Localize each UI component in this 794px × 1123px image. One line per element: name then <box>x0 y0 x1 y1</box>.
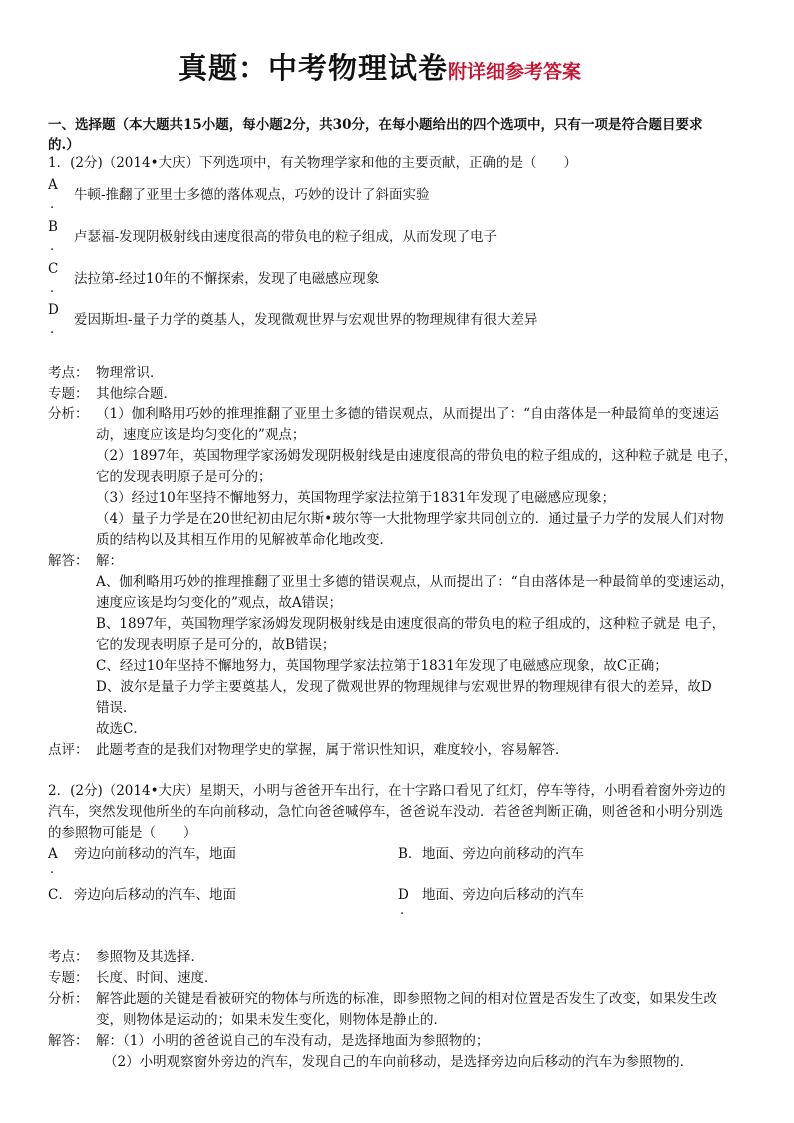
q2-kaodian-label: 考点： <box>48 949 89 965</box>
q2-option-d-dot: . <box>400 903 405 918</box>
title-main: 真题：中考物理试卷 <box>178 51 449 85</box>
q2-option-b-text: 地面、旁边向前移动的汽车 <box>422 846 584 862</box>
q1-zhuanti-label: 专题： <box>48 386 89 402</box>
q2-stem-line: 的参照物可能是（ ） <box>48 825 197 841</box>
q1-jieda-head: 解： <box>96 553 123 569</box>
q1-fenxi-line: 动，速度应该是均匀变化的”观点； <box>96 427 306 443</box>
q1-option-b-dot: . <box>50 239 55 254</box>
q1-option-a-dot: . <box>50 197 55 212</box>
q2-kaodian: 参照物及其选择． <box>96 949 204 965</box>
q2-jieda-label: 解答： <box>48 1033 89 1049</box>
q1-fenxi-label: 分析： <box>48 406 89 422</box>
q1-option-b-text: 卢瑟福-发现阴极射线由速度很高的带负电的粒子组成，从而发现了电子 <box>74 229 498 245</box>
q1-kaodian: 物理常识． <box>96 365 164 381</box>
q1-jieda-line: 速度应该是均匀变化的”观点，故A错误； <box>96 595 343 611</box>
q2-option-d-text: 地面、旁边向后移动的汽车 <box>422 887 584 903</box>
q2-option-a-dot: . <box>50 862 55 877</box>
q2-option-c-letter: C． <box>48 887 72 903</box>
q2-option-d-letter: D <box>398 887 409 903</box>
q1-option-d-dot: . <box>50 322 55 337</box>
q1-dianping-label: 点评： <box>48 742 89 758</box>
q1-option-a-letter: A <box>48 177 58 193</box>
q1-jieda-line: C、经过10年坚持不懈地努力，英国物理学家法拉第于1831年发现了电磁感应现象，故C正确； <box>96 658 668 674</box>
q1-fenxi-line: （3）经过10年坚持不懈地努力，英国物理学家法拉第于1831年发现了电磁感应现象； <box>96 490 616 506</box>
q2-fenxi-line: 解答此题的关键是看被研究的物体与所选的标准，即参照物之间的相对位置是否发生了改变，如果发生改 <box>96 991 717 1007</box>
q1-fenxi-line: （2）1897年，英国物理学家汤姆发现阴极射线是由速度很高的带负电的粒子组成的，这种粒子就是 电子， <box>96 448 738 464</box>
q2-fenxi-label: 分析： <box>48 991 89 1007</box>
q1-stem: 1．(2分)（2014•大庆）下列选项中，有关物理学家和他的主要贡献，正确的是（ ） <box>48 155 578 171</box>
q1-jieda-line: 错误． <box>96 700 137 716</box>
q1-fenxi-line: 它的发现表明原子是可分的； <box>96 469 272 485</box>
q1-option-c-text: 法拉第-经过10年的不懈探索，发现了电磁感应现象 <box>74 271 380 287</box>
q2-zhuanti-label: 专题： <box>48 970 89 986</box>
q1-kaodian-label: 考点： <box>48 365 89 381</box>
q1-fenxi-line: （4）量子力学是在20世纪初由尼尔斯•玻尔等一大批物理学家共同创立的．通过量子力学的发展人们对物 <box>96 511 724 527</box>
q1-fenxi-line: 质的结构以及其相互作用的见解被革命化地改变． <box>96 532 393 548</box>
q2-jieda-line: 解：（1）小明的爸爸说自己的车没有动，是选择地面为参照物的； <box>96 1033 490 1049</box>
q1-jieda-line: B、1897年，英国物理学家汤姆发现阴极射线是由速度很高的带负电的粒子组成的，这种粒子就是 电子， <box>96 616 726 632</box>
section-heading-line2: 的.） <box>48 137 80 153</box>
q1-option-b-letter: B <box>48 219 58 235</box>
q1-jieda-line: A、伽利略用巧妙的推理推翻了亚里士多德的错误观点，从而提出了：“自由落体是一种最简单的变速运动， <box>96 574 734 590</box>
q1-option-d-text: 爱因斯坦-量子力学的奠基人，发现微观世界与宏观世界的物理规律有很大差异 <box>74 312 538 328</box>
q1-option-d-letter: D <box>48 302 59 318</box>
q2-jieda-line: （2）小明观察窗外旁边的汽车，发现自己的车向前移动，是选择旁边向后移动的汽车为参照物的． <box>104 1054 694 1070</box>
title-suffix: 附详细参考答案 <box>448 61 582 83</box>
q1-jieda-label: 解答： <box>48 553 89 569</box>
q1-dianping: 此题考查的是我们对物理学史的掌握，属于常识性知识，难度较小，容易解答． <box>96 742 569 758</box>
q1-zhuanti: 其他综合题． <box>96 386 177 402</box>
section-heading-line1: 一、选择题（本大题共15小题，每小题2分，共30分，在每小题给出的四个选项中，只有一项是符合题目要求 <box>48 117 703 133</box>
q1-option-c-dot: . <box>50 281 55 296</box>
q1-option-a-text: 牛顿-推翻了亚里士多德的落体观点，巧妙的设计了斜面实验 <box>74 187 430 203</box>
page-title <box>178 46 581 87</box>
q2-zhuanti: 长度、时间、速度． <box>96 970 218 986</box>
q2-option-a-letter: A <box>48 846 58 862</box>
q1-fenxi-line: （1）伽利略用巧妙的推理推翻了亚里士多德的错误观点，从而提出了：“自由落体是一种最简单的变速运 <box>96 406 719 422</box>
q1-jieda-line: D、波尔是量子力学主要奠基人，发现了微观世界的物理规律与宏观世界的物理规律有很大的差异，故D <box>96 679 712 695</box>
q1-jieda-line: 故选C． <box>96 721 147 737</box>
q1-jieda-line: 它的发现表明原子是可分的，故B错误； <box>96 637 336 653</box>
q2-option-a-text: 旁边向前移动的汽车，地面 <box>74 846 236 862</box>
q2-stem-line: 汽车，突然发现他所坐的车向前移动，急忙向爸爸喊停车，爸爸说车没动．若爸爸判断正确，则爸爸和小明分别选 <box>48 804 723 820</box>
q2-fenxi-line: 变，则物体是运动的；如果未发生变化，则物体是静止的． <box>96 1012 447 1028</box>
q1-option-c-letter: C <box>48 261 59 277</box>
q2-option-c-text: 旁边向后移动的汽车、地面 <box>74 887 236 903</box>
q2-option-b-letter: B． <box>398 846 422 862</box>
q2-stem-line: 2．(2分)（2014•大庆）星期天，小明与爸爸开车出行，在十字路口看见了红灯，停车等待，小明看着窗外旁边的 <box>48 783 726 799</box>
